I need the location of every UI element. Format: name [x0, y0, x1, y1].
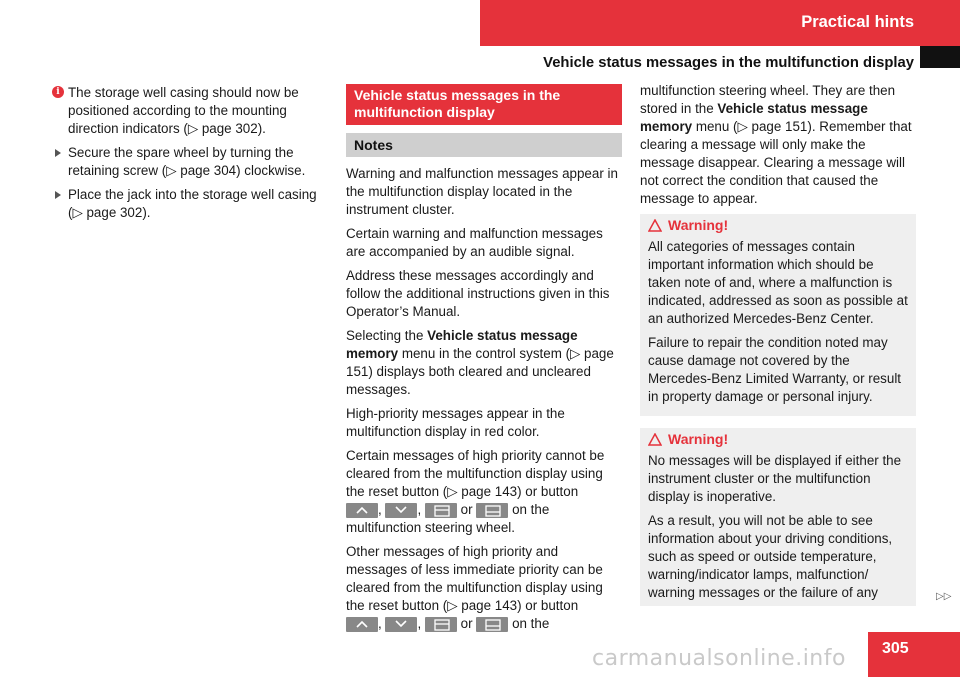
bullet-triangle-icon [55, 149, 61, 157]
button-next-icon [425, 617, 457, 632]
button-down-icon [385, 617, 417, 632]
warning-text: No messages will be displayed if either the instrument cluster or the multifunction display is inoperative. [648, 453, 902, 504]
button-up-icon [346, 617, 378, 632]
section-title: Practical hints [801, 13, 914, 31]
step-item [52, 144, 332, 180]
button-prev-icon [476, 503, 508, 518]
paragraph [640, 82, 916, 208]
button-up-icon [346, 503, 378, 518]
paragraph: Warning and malfunction messages appear in the multifunction display located in the instrument cluster. [346, 166, 618, 217]
sep: , [417, 502, 422, 517]
paragraph [346, 327, 622, 399]
section-heading: Vehicle status messages in the multifunction display [346, 84, 622, 125]
step-text: Secure the spare wheel by turning the retaining screw (▷ page 304) clockwise. [68, 145, 306, 178]
sep: , [378, 502, 382, 517]
continue-marker: ▷▷ [936, 591, 952, 602]
text: on the [512, 616, 550, 631]
info-note [52, 84, 332, 138]
column-middle [346, 84, 622, 639]
warning-triangle-icon [648, 433, 662, 446]
watermark: carmanualsonline.info [592, 646, 846, 671]
text: Selecting the [346, 328, 428, 343]
info-icon: i [52, 86, 64, 98]
warning-triangle-icon [648, 219, 662, 232]
text: Certain messages of high priority cannot be cleared from the multifunction display using the reset button (▷ page 143) or button [346, 448, 605, 499]
sep: or [460, 616, 473, 631]
menu-name: Vehicle status message memory [640, 101, 868, 134]
paragraph: Certain warning and malfunction messages are accompanied by an audible signal. [346, 226, 603, 259]
button-prev-icon [476, 617, 508, 632]
column-left [52, 84, 332, 222]
paragraph: Address these messages accordingly and follow the additional instructions given in this Operator’s Manual. [346, 268, 610, 319]
text: multifunction steering wheel. [346, 520, 515, 535]
text: menu in the control system (▷ page 151) displays both cleared and uncleared messages. [346, 346, 614, 397]
info-note-text: The storage well casing should now be positioned according to the mounting direction indicators (▷ page 302). [68, 85, 299, 136]
page-number: 305 [868, 632, 960, 677]
text: multifunction steering wheel. They are then stored in the [640, 83, 896, 116]
notes-heading: Notes [346, 133, 622, 157]
warning-text: All categories of messages contain important information which should be taken note of and, where a malfunction is indicated, addressed as soon as possible at an authorized Mercedes-Benz Center. [648, 239, 908, 326]
text: on the [512, 502, 550, 517]
button-down-icon [385, 503, 417, 518]
step-text: Place the jack into the storage well casing (▷ page 302). [68, 187, 317, 220]
warning-header [648, 430, 908, 448]
paragraph: High-priority messages appear in the multifunction display in red color. [346, 406, 565, 439]
header-tab [920, 46, 960, 68]
warning-label: Warning! [668, 217, 729, 233]
warning-box [640, 214, 916, 416]
text: menu (▷ page 151). Remember that clearing a message will only make the message disappear. Clearing a message will not correct the condition that caused the message to appear. [640, 119, 912, 206]
button-next-icon [425, 503, 457, 518]
step-item [52, 186, 332, 222]
header-bar [480, 0, 960, 46]
sep: , [378, 616, 382, 631]
warning-label: Warning! [668, 431, 729, 447]
warning-box [640, 428, 916, 606]
paragraph [346, 447, 622, 537]
sep: or [460, 502, 473, 517]
warning-text: As a result, you will not be able to see information about your driving conditions, such as speed or outside temperature, warning/indicator lamps, malfunction/ warning messages or the failure of any [648, 513, 893, 600]
paragraph [346, 543, 622, 633]
menu-name: Vehicle status message memory [346, 328, 578, 361]
warning-header [648, 216, 908, 234]
bullet-triangle-icon [55, 191, 61, 199]
page-subtitle: Vehicle status messages in the multifunction display [543, 55, 914, 71]
sep: , [417, 616, 422, 631]
warning-text: Failure to repair the condition noted may cause damage not covered by the Mercedes-Benz Limited Warranty, or result in property damage or personal injury. [648, 335, 902, 404]
text: Other messages of high priority and messages of less immediate priority can be cleared from the multifunction display using the reset button (▷ page 143) or button [346, 544, 603, 613]
column-right [640, 82, 916, 606]
